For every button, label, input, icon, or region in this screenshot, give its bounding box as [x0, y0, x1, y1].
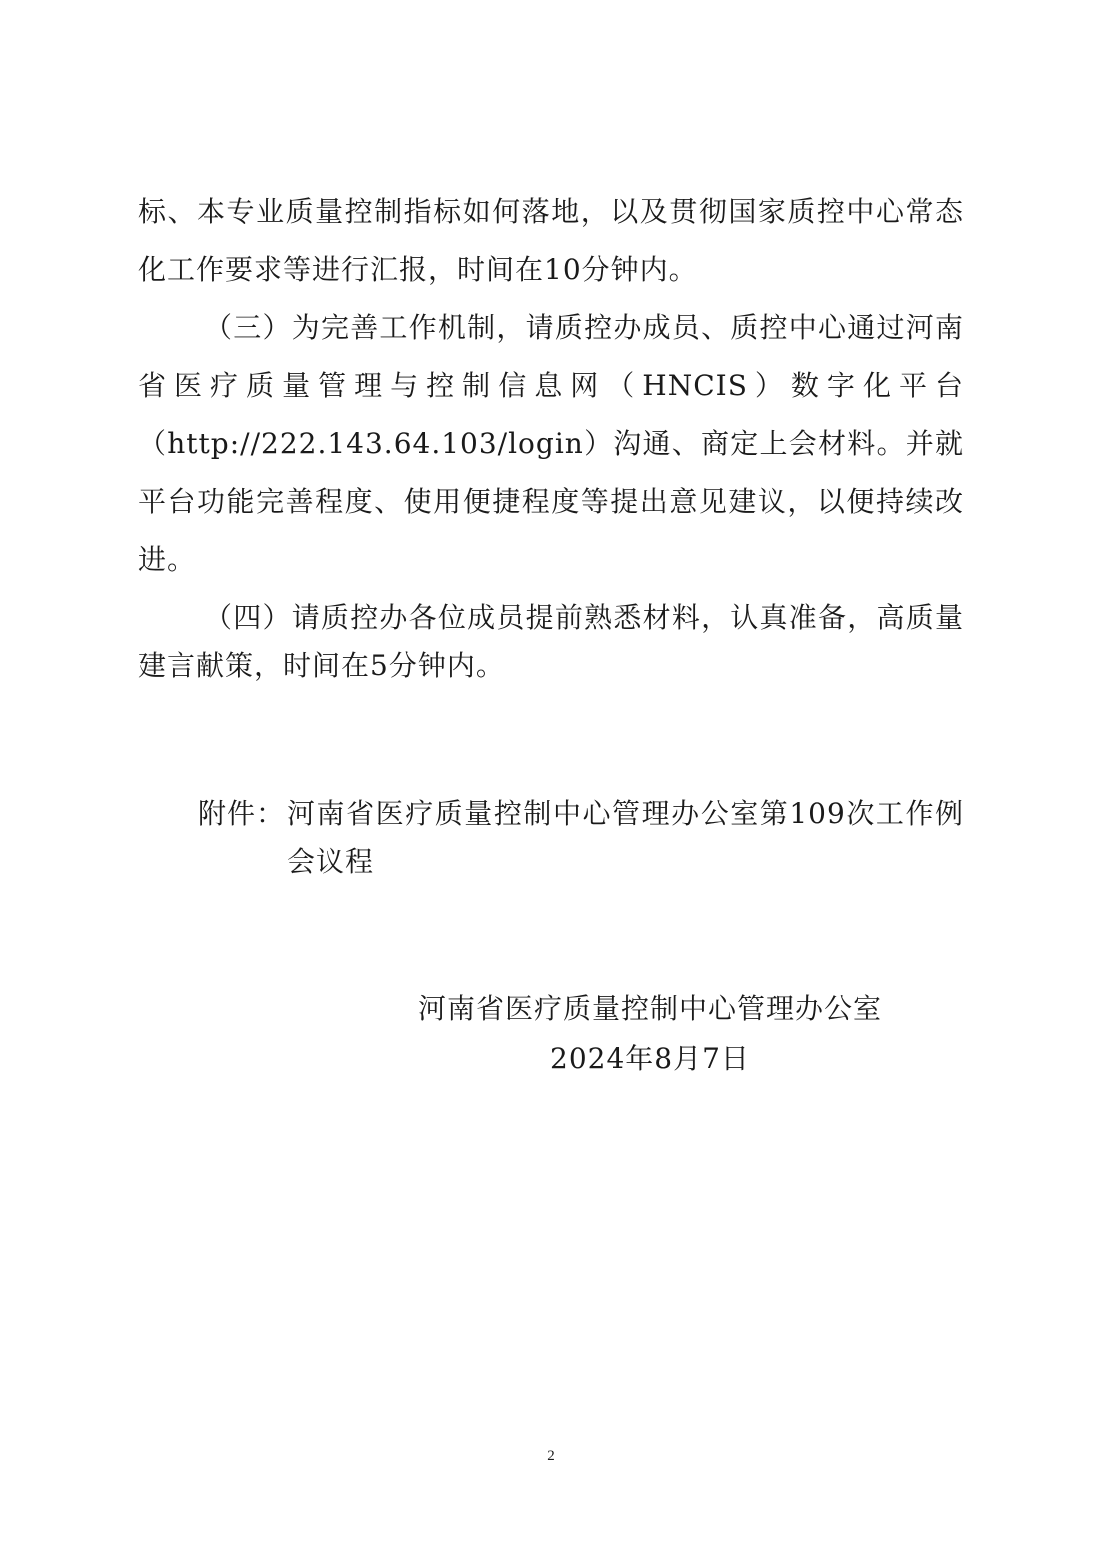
paragraph-2-line-2: 化工作要求等进行汇报，时间在10分钟内。 [138, 253, 698, 286]
paragraph-3-line-2: 省医疗质量管理与控制信息网（HNCIS）数字化平台 [138, 369, 964, 402]
paragraph-3-line-4: 平台功能完善程度、使用便捷程度等提出意见建议，以便持续改 [138, 485, 964, 518]
paragraph-4-line-1: （四）请质控办各位成员提前熟悉材料，认真准备，高质量 [204, 601, 964, 634]
page-number: 2 [547, 1448, 555, 1464]
paragraph-3-line-3: （http://222.143.64.103/login）沟通、商定上会材料。并就 [138, 427, 964, 460]
signature-organization: 河南省医疗质量控制中心管理办公室 [418, 992, 883, 1025]
attachment-label: 附件： [198, 797, 286, 830]
signature-date: 2024年8月7日 [550, 1042, 750, 1075]
paragraph-4-line-2: 建言献策，时间在5分钟内。 [138, 649, 505, 682]
attachment-title-line-2: 会议程 [287, 845, 375, 878]
attachment-title-line-1: 河南省医疗质量控制中心管理办公室第109次工作例 [287, 797, 964, 830]
paragraph-3-line-1: （三）为完善工作机制，请质控办成员、质控中心通过河南 [204, 311, 964, 344]
paragraph-3-line-5: 进。 [138, 543, 197, 576]
paragraph-2-line-1: 标、本专业质量控制指标如何落地，以及贯彻国家质控中心常态 [138, 195, 964, 228]
